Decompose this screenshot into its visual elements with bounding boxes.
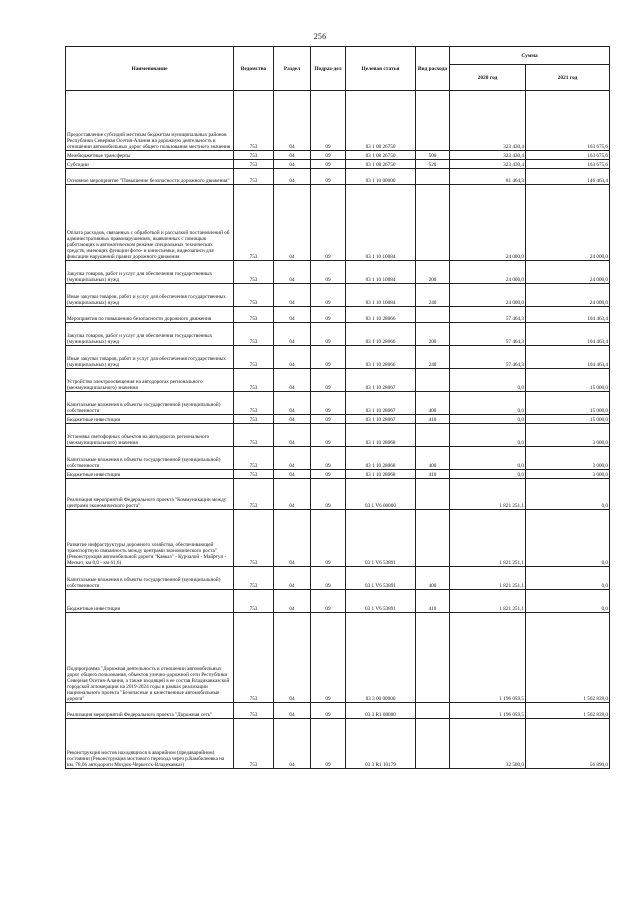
cell-name: Установка светофорных объектов на автодорогах регионального (межмуниципального) значения bbox=[66, 424, 234, 447]
cell-name: Подпрограмма "Дорожная деятельность в отношении автомобильных дорог общего пользования, объектов улично-дорожной сети Республики Северная Осетия-Алания, а также входящей в ее состав Владикавказской городской агломерации на 2019-2024 годы в рамках реализации национального проекта "Безопасные и качественные автомобильные дороги" bbox=[66, 613, 234, 703]
cell-section: 04 bbox=[274, 369, 311, 392]
table-row bbox=[66, 719, 610, 769]
cell-sum-2020: 1 821 251,1 bbox=[450, 567, 526, 590]
cell-sum-2021: 0,0 bbox=[526, 590, 610, 613]
cell-section: 04 bbox=[274, 470, 311, 479]
table-row bbox=[66, 424, 610, 447]
cell-subsection: 09 bbox=[311, 510, 346, 567]
cell-target: 03 1 V6 53891 bbox=[346, 590, 416, 613]
cell-sum-2021: 24 000,0 bbox=[526, 284, 610, 307]
cell-sum-2020: 57 464,3 bbox=[450, 323, 526, 346]
cell-name: Оплата расходов, связанных с обработкой и рассылкой постановлений об административных правонарушениях, выявленных с помощью работающих в автоматическом режиме специальных технических средств, имеющих функции фото- и киносъемки, видеозаписи для фиксации нарушений правил дорожного движения bbox=[66, 185, 234, 261]
table-row bbox=[66, 613, 610, 703]
header-ministry: Ведомство bbox=[234, 47, 274, 91]
cell-sum-2020: 323 430,4 bbox=[450, 151, 526, 160]
cell-sum-2021: 104 463,4 bbox=[526, 346, 610, 369]
cell-target: 03 1 10 28066 bbox=[346, 307, 416, 323]
table-row bbox=[66, 703, 610, 719]
cell-name: Бюджетные инвестиции bbox=[66, 415, 234, 424]
table-header-row-1 bbox=[66, 47, 610, 65]
cell-name: Закупка товаров, работ и услуг для обеспечения государственных (муниципальных) нужд bbox=[66, 261, 234, 284]
header-name: Наименование bbox=[66, 47, 234, 91]
cell-ministry: 753 bbox=[234, 470, 274, 479]
cell-ministry: 753 bbox=[234, 392, 274, 415]
cell-ministry: 753 bbox=[234, 415, 274, 424]
header-2020: 2020 год bbox=[450, 65, 526, 91]
cell-subsection: 09 bbox=[311, 151, 346, 160]
table-row bbox=[66, 567, 610, 590]
cell-sum-2020: 0,0 bbox=[450, 470, 526, 479]
header-2021: 2021 год bbox=[526, 65, 610, 91]
cell-target: 03 1 10 28066 bbox=[346, 323, 416, 346]
cell-sum-2020: 81 464,3 bbox=[450, 169, 526, 185]
cell-section: 04 bbox=[274, 160, 311, 169]
cell-ministry: 753 bbox=[234, 91, 274, 151]
cell-ministry: 753 bbox=[234, 703, 274, 719]
cell-name: Закупка товаров, работ и услуг для обеспечения государственных (муниципальных) нужд bbox=[66, 323, 234, 346]
cell-sum-2020: 57 464,3 bbox=[450, 307, 526, 323]
cell-target: 03 1 V6 53891 bbox=[346, 567, 416, 590]
cell-sum-2020: 1 821 251,1 bbox=[450, 510, 526, 567]
header-subsection: Подраз-дел bbox=[311, 47, 346, 91]
cell-ministry: 753 bbox=[234, 590, 274, 613]
cell-target: 03 1 08 26750 bbox=[346, 151, 416, 160]
cell-sum-2021: 146 463,4 bbox=[526, 169, 610, 185]
cell-sum-2020: 0,0 bbox=[450, 415, 526, 424]
cell-expense-type bbox=[416, 510, 450, 567]
cell-sum-2021: 3 000,0 bbox=[526, 424, 610, 447]
table-row bbox=[66, 91, 610, 151]
cell-name: Межбюджетные трансферты bbox=[66, 151, 234, 160]
cell-ministry: 753 bbox=[234, 151, 274, 160]
cell-ministry: 753 bbox=[234, 284, 274, 307]
cell-expense-type: 200 bbox=[416, 261, 450, 284]
table-body bbox=[66, 91, 610, 769]
cell-target: 03 3 R1 00000 bbox=[346, 703, 416, 719]
cell-sum-2021: 15 000,0 bbox=[526, 369, 610, 392]
cell-ministry: 753 bbox=[234, 346, 274, 369]
cell-name: Реализация мероприятий Федерального проекта "Коммуникации между центрами экономического роста" bbox=[66, 479, 234, 510]
cell-sum-2021: 104 463,4 bbox=[526, 323, 610, 346]
cell-subsection: 09 bbox=[311, 415, 346, 424]
cell-subsection: 09 bbox=[311, 703, 346, 719]
cell-section: 04 bbox=[274, 719, 311, 769]
cell-subsection: 09 bbox=[311, 169, 346, 185]
cell-ministry: 753 bbox=[234, 479, 274, 510]
cell-expense-type: 400 bbox=[416, 567, 450, 590]
cell-section: 04 bbox=[274, 284, 311, 307]
cell-section: 04 bbox=[274, 703, 311, 719]
table-row bbox=[66, 346, 610, 369]
cell-section: 04 bbox=[274, 567, 311, 590]
cell-subsection: 09 bbox=[311, 392, 346, 415]
cell-section: 04 bbox=[274, 424, 311, 447]
cell-section: 04 bbox=[274, 91, 311, 151]
cell-subsection: 09 bbox=[311, 346, 346, 369]
cell-expense-type bbox=[416, 424, 450, 447]
cell-sum-2020: 323 430,4 bbox=[450, 91, 526, 151]
cell-section: 04 bbox=[274, 169, 311, 185]
cell-expense-type bbox=[416, 185, 450, 261]
header-target: Целевая статья bbox=[346, 47, 416, 91]
cell-sum-2021: 15 000,0 bbox=[526, 392, 610, 415]
cell-target: 03 1 10 00000 bbox=[346, 169, 416, 185]
cell-ministry: 753 bbox=[234, 369, 274, 392]
cell-sum-2021: 3 000,0 bbox=[526, 447, 610, 470]
cell-expense-type: 410 bbox=[416, 470, 450, 479]
cell-subsection: 09 bbox=[311, 479, 346, 510]
cell-name: Иные закупки товаров, работ и услуг для обеспечения государственных (муниципальных) нужд bbox=[66, 284, 234, 307]
cell-ministry: 753 bbox=[234, 424, 274, 447]
cell-expense-type bbox=[416, 91, 450, 151]
cell-target: 03 1 10 28068 bbox=[346, 424, 416, 447]
cell-sum-2020: 1 196 059,5 bbox=[450, 613, 526, 703]
cell-ministry: 753 bbox=[234, 613, 274, 703]
cell-section: 04 bbox=[274, 479, 311, 510]
cell-ministry: 753 bbox=[234, 447, 274, 470]
cell-target: 03 1 10 28067 bbox=[346, 392, 416, 415]
table-row bbox=[66, 169, 610, 185]
cell-name: Реализация мероприятий Федерального проекта "Дорожная сеть" bbox=[66, 703, 234, 719]
cell-target: 03 1 10 28067 bbox=[346, 415, 416, 424]
cell-sum-2020: 1 196 059,5 bbox=[450, 703, 526, 719]
cell-subsection: 09 bbox=[311, 613, 346, 703]
cell-sum-2021: 1 562 839,0 bbox=[526, 613, 610, 703]
cell-expense-type bbox=[416, 369, 450, 392]
cell-target: 03 1 10 10084 bbox=[346, 284, 416, 307]
table-row bbox=[66, 590, 610, 613]
page-number: 256 bbox=[313, 32, 327, 41]
cell-sum-2020: 32 500,0 bbox=[450, 719, 526, 769]
cell-target: 03 1 10 28068 bbox=[346, 470, 416, 479]
cell-section: 04 bbox=[274, 185, 311, 261]
cell-expense-type bbox=[416, 719, 450, 769]
cell-target: 03 1 10 10084 bbox=[346, 261, 416, 284]
cell-ministry: 753 bbox=[234, 169, 274, 185]
cell-target: 03 3 00 00000 bbox=[346, 613, 416, 703]
cell-subsection: 09 bbox=[311, 307, 346, 323]
cell-target: 03 1 08 26750 bbox=[346, 160, 416, 169]
cell-expense-type: 400 bbox=[416, 447, 450, 470]
cell-ministry: 753 bbox=[234, 307, 274, 323]
cell-target: 03 3 R1 10179 bbox=[346, 719, 416, 769]
cell-section: 04 bbox=[274, 307, 311, 323]
cell-target: 03 1 10 28067 bbox=[346, 369, 416, 392]
cell-ministry: 753 bbox=[234, 719, 274, 769]
cell-section: 04 bbox=[274, 590, 311, 613]
cell-subsection: 09 bbox=[311, 185, 346, 261]
cell-section: 04 bbox=[274, 151, 311, 160]
table-row bbox=[66, 323, 610, 346]
cell-ministry: 753 bbox=[234, 323, 274, 346]
cell-ministry: 753 bbox=[234, 160, 274, 169]
cell-expense-type bbox=[416, 613, 450, 703]
cell-sum-2021: 56 890,0 bbox=[526, 719, 610, 769]
cell-target: 03 1 10 10084 bbox=[346, 185, 416, 261]
cell-section: 04 bbox=[274, 346, 311, 369]
table-row bbox=[66, 415, 610, 424]
cell-ministry: 753 bbox=[234, 567, 274, 590]
cell-target: 03 1 08 26750 bbox=[346, 91, 416, 151]
cell-target: 03 1 V6 53891 bbox=[346, 510, 416, 567]
cell-name: Бюджетные инвестиции bbox=[66, 470, 234, 479]
cell-expense-type bbox=[416, 169, 450, 185]
table-row bbox=[66, 447, 610, 470]
cell-ministry: 753 bbox=[234, 185, 274, 261]
cell-name: Реконструкция мостов находящихся в аварийном (предаварийном) состоянии (Реконструкция мостового перехода через р.Камбилеевка на км. 78,06 автодороги Моздок-Черкесск-Владикавказ) bbox=[66, 719, 234, 769]
cell-sum-2020: 0,0 bbox=[450, 392, 526, 415]
cell-expense-type: 410 bbox=[416, 415, 450, 424]
cell-subsection: 09 bbox=[311, 261, 346, 284]
cell-sum-2020: 57 464,3 bbox=[450, 346, 526, 369]
cell-target: 03 1 10 28066 bbox=[346, 346, 416, 369]
cell-sum-2021: 24 000,0 bbox=[526, 261, 610, 284]
cell-name: Основное мероприятие "Повышение безопасности дорожного движения" bbox=[66, 169, 234, 185]
table-row bbox=[66, 160, 610, 169]
cell-sum-2021: 104 463,4 bbox=[526, 307, 610, 323]
cell-sum-2020: 24 000,0 bbox=[450, 261, 526, 284]
cell-name: Предоставление субсидий местным бюджетам муниципальных районов Республики Северная Осетия-Алания на дорожную деятельность в отношении автомобильных дорог общего пользования местного значения bbox=[66, 91, 234, 151]
cell-sum-2020: 24 000,0 bbox=[450, 284, 526, 307]
table-row bbox=[66, 261, 610, 284]
cell-expense-type: 520 bbox=[416, 160, 450, 169]
cell-subsection: 09 bbox=[311, 719, 346, 769]
cell-section: 04 bbox=[274, 392, 311, 415]
cell-section: 04 bbox=[274, 613, 311, 703]
table-row bbox=[66, 369, 610, 392]
cell-subsection: 09 bbox=[311, 424, 346, 447]
cell-subsection: 09 bbox=[311, 284, 346, 307]
cell-sum-2021: 15 000,0 bbox=[526, 415, 610, 424]
cell-subsection: 09 bbox=[311, 323, 346, 346]
table-row bbox=[66, 510, 610, 567]
table-row bbox=[66, 479, 610, 510]
cell-sum-2021: 163 675,6 bbox=[526, 160, 610, 169]
cell-sum-2020: 1 821 251,1 bbox=[450, 479, 526, 510]
cell-sum-2021: 3 000,0 bbox=[526, 470, 610, 479]
table-row bbox=[66, 185, 610, 261]
table-row bbox=[66, 284, 610, 307]
cell-expense-type bbox=[416, 479, 450, 510]
cell-section: 04 bbox=[274, 510, 311, 567]
cell-expense-type bbox=[416, 307, 450, 323]
table-row bbox=[66, 151, 610, 160]
table-row bbox=[66, 392, 610, 415]
cell-subsection: 09 bbox=[311, 369, 346, 392]
cell-subsection: 09 bbox=[311, 447, 346, 470]
cell-sum-2021: 0,0 bbox=[526, 479, 610, 510]
cell-expense-type: 410 bbox=[416, 590, 450, 613]
cell-sum-2021: 163 675,6 bbox=[526, 91, 610, 151]
cell-sum-2020: 323 430,4 bbox=[450, 160, 526, 169]
cell-target: 03 1 V6 00000 bbox=[346, 479, 416, 510]
cell-name: Иные закупки товаров, работ и услуг для обеспечения государственных (муниципальных) нужд bbox=[66, 346, 234, 369]
cell-ministry: 753 bbox=[234, 510, 274, 567]
cell-sum-2021: 163 675,6 bbox=[526, 151, 610, 160]
cell-name: Бюджетные инвестиции bbox=[66, 590, 234, 613]
cell-sum-2021: 0,0 bbox=[526, 510, 610, 567]
cell-section: 04 bbox=[274, 261, 311, 284]
cell-section: 04 bbox=[274, 415, 311, 424]
cell-sum-2020: 1 821 251,1 bbox=[450, 590, 526, 613]
header-section: Раздел bbox=[274, 47, 311, 91]
cell-expense-type: 400 bbox=[416, 392, 450, 415]
cell-sum-2020: 0,0 bbox=[450, 369, 526, 392]
cell-sum-2021: 0,0 bbox=[526, 567, 610, 590]
budget-table bbox=[65, 46, 610, 769]
cell-ministry: 753 bbox=[234, 261, 274, 284]
cell-subsection: 09 bbox=[311, 470, 346, 479]
cell-expense-type: 240 bbox=[416, 284, 450, 307]
cell-subsection: 09 bbox=[311, 91, 346, 151]
cell-sum-2021: 1 562 839,0 bbox=[526, 703, 610, 719]
cell-sum-2020: 24 000,0 bbox=[450, 185, 526, 261]
cell-sum-2020: 0,0 bbox=[450, 447, 526, 470]
cell-expense-type: 500 bbox=[416, 151, 450, 160]
table-row bbox=[66, 307, 610, 323]
table-row bbox=[66, 470, 610, 479]
cell-subsection: 09 bbox=[311, 590, 346, 613]
cell-name: Капитальные вложения в объекты государственной (муниципальной) собственности bbox=[66, 567, 234, 590]
cell-section: 04 bbox=[274, 323, 311, 346]
cell-name: Субсидии bbox=[66, 160, 234, 169]
cell-sum-2020: 0,0 bbox=[450, 424, 526, 447]
cell-expense-type: 240 bbox=[416, 346, 450, 369]
cell-expense-type bbox=[416, 703, 450, 719]
cell-expense-type: 200 bbox=[416, 323, 450, 346]
cell-name: Развитие инфраструктуры дорожного хозяйства, обеспечивающей транспортную связанность между центрами экономического роста" (Реконструкция автомобильной дороги "Кавказ" - Курчалой - Майртуп - Мескет, км 0,0 - км 61,6) bbox=[66, 510, 234, 567]
header-expense-type: Вид расхода bbox=[416, 47, 450, 91]
cell-subsection: 09 bbox=[311, 160, 346, 169]
header-sum: Сумма bbox=[450, 47, 610, 65]
cell-subsection: 09 bbox=[311, 567, 346, 590]
cell-name: Капитальные вложения в объекты государственной (муниципальной) собственности bbox=[66, 447, 234, 470]
cell-name: Устройство электроосвещения на автодорогах регионального (межмуниципального) значения bbox=[66, 369, 234, 392]
cell-sum-2021: 24 000,0 bbox=[526, 185, 610, 261]
cell-name: Капитальные вложения в объекты государственной (муниципальной) собственности bbox=[66, 392, 234, 415]
cell-target: 03 1 10 28068 bbox=[346, 447, 416, 470]
cell-section: 04 bbox=[274, 447, 311, 470]
cell-name: Мероприятия по повышению безопасности дорожного движения bbox=[66, 307, 234, 323]
